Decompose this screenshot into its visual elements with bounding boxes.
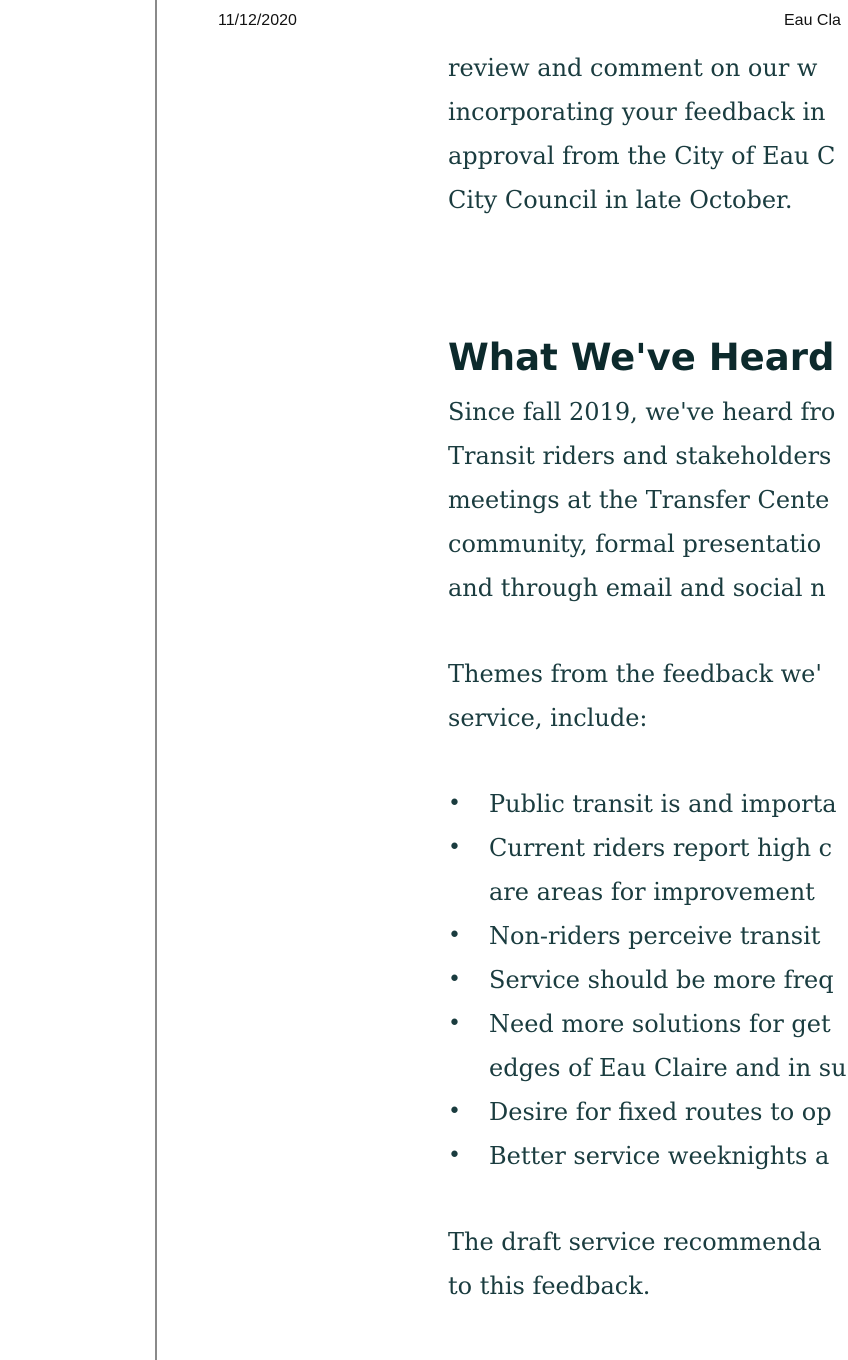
intro-paragraph — [448, 46, 848, 222]
feedback-sources-paragraph — [448, 390, 848, 610]
text-line: Transit riders and stakeholders — [448, 442, 832, 470]
bullet-icon: • — [448, 835, 461, 860]
bullet-icon: • — [448, 1143, 461, 1168]
text-line: Themes from the feedback we' — [448, 660, 822, 688]
text-line: Current riders report high c — [489, 834, 833, 862]
article-content — [448, 46, 848, 1308]
closing-paragraph — [448, 1220, 848, 1308]
list-item — [448, 1134, 848, 1178]
list-item — [448, 914, 848, 958]
list-item — [448, 782, 848, 826]
text-line: approval from the City of Eau C — [448, 142, 836, 170]
page-left-border — [155, 0, 157, 1360]
text-line: community, formal presentatio — [448, 530, 822, 558]
list-item — [448, 826, 848, 914]
text-line: Service should be more freq — [489, 966, 834, 994]
themes-bullet-list — [448, 782, 848, 1178]
text-line: Better service weeknights a — [489, 1142, 830, 1170]
bullet-icon: • — [448, 923, 461, 948]
list-item — [448, 958, 848, 1002]
header-date: 11/12/2020 — [218, 12, 297, 29]
bullet-icon: • — [448, 1011, 461, 1036]
header-title: Eau Cla — [784, 12, 841, 29]
text-line: Since fall 2019, we've heard fro — [448, 398, 836, 426]
bullet-icon: • — [448, 791, 461, 816]
bullet-icon: • — [448, 1099, 461, 1124]
text-line: and through email and social n — [448, 574, 826, 602]
section-heading: What We've Heard — [448, 336, 835, 379]
text-line: The draft service recommenda — [448, 1228, 822, 1256]
themes-intro-paragraph — [448, 652, 848, 740]
text-line: incorporating your feedback in — [448, 98, 826, 126]
text-line: Need more solutions for get — [489, 1010, 831, 1038]
text-line: are areas for improvement — [489, 878, 815, 906]
list-item — [448, 1002, 848, 1090]
text-line: service, include: — [448, 704, 648, 732]
text-line: edges of Eau Claire and in su — [489, 1054, 847, 1082]
text-line: City Council in late October. — [448, 186, 793, 214]
text-line: meetings at the Transfer Cente — [448, 486, 830, 514]
text-line: to this feedback. — [448, 1272, 651, 1300]
text-line: Public transit is and importa — [489, 790, 837, 818]
bullet-icon: • — [448, 967, 461, 992]
list-item — [448, 1090, 848, 1134]
text-line: review and comment on our w — [448, 54, 818, 82]
text-line: Desire for fixed routes to op — [489, 1098, 832, 1126]
text-line: Non-riders perceive transit — [489, 922, 821, 950]
